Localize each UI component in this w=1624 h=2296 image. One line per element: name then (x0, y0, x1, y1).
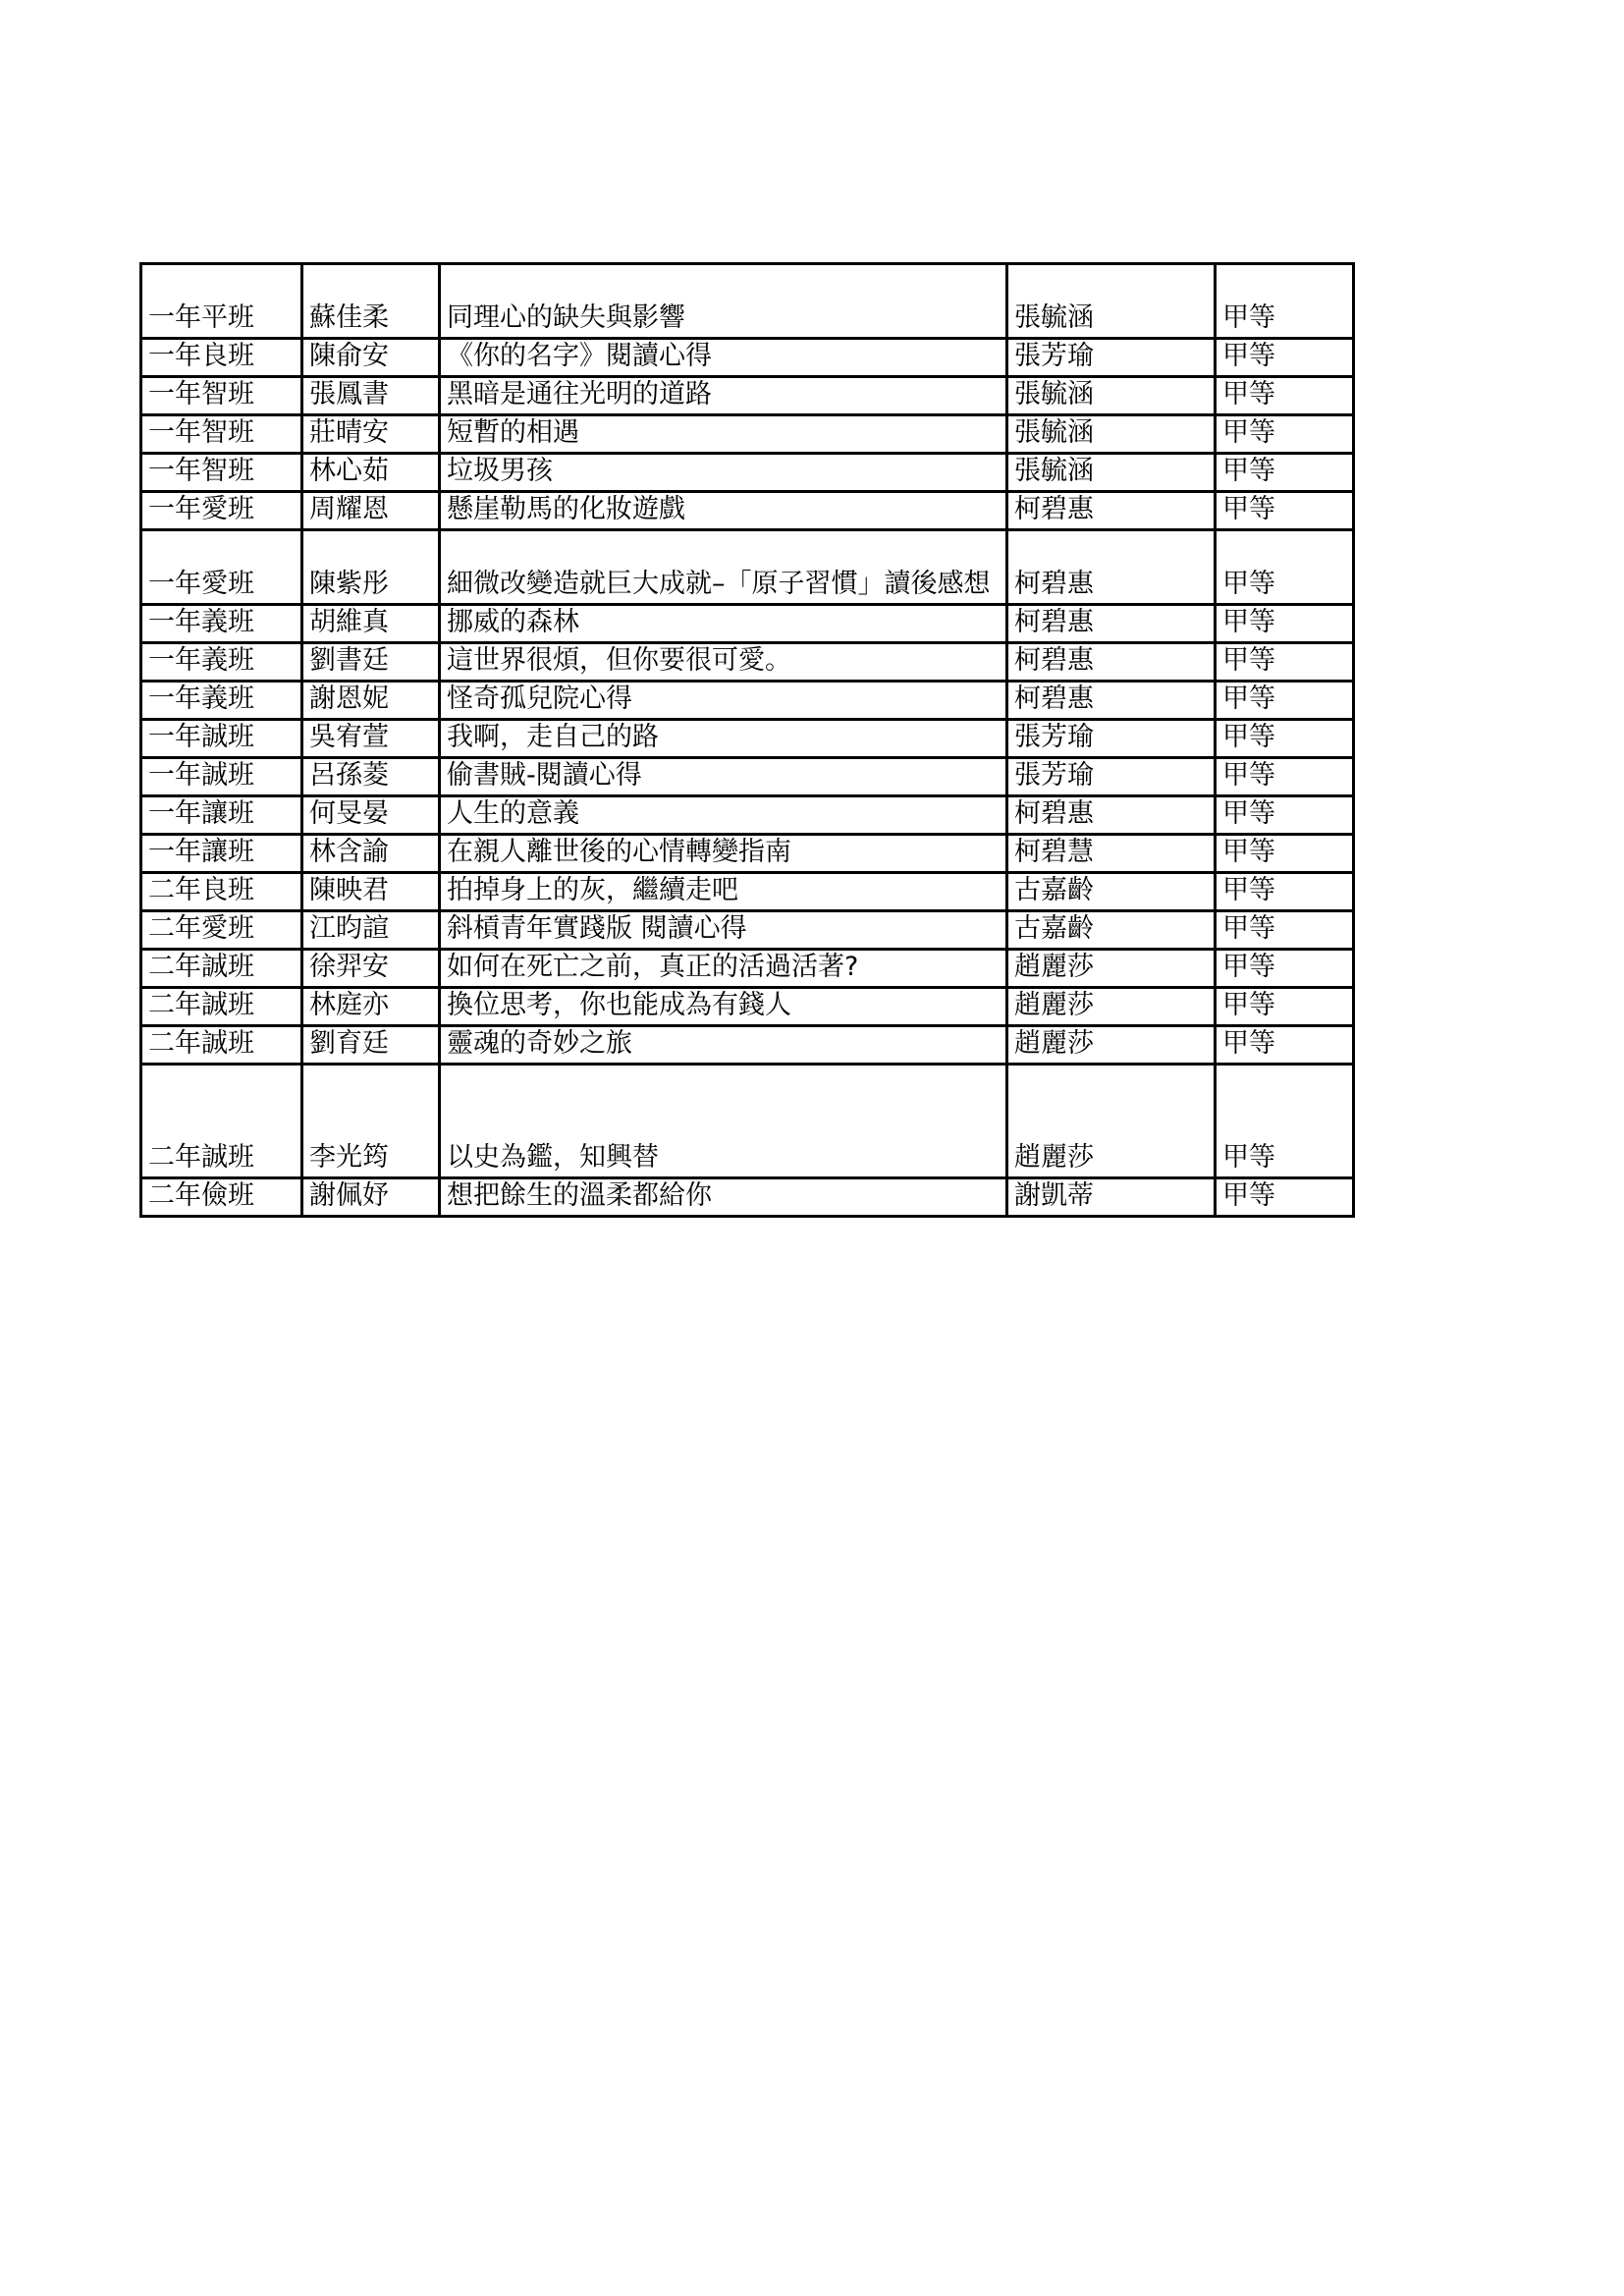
essay-title-cell: 斜槓青年實踐版 閱讀心得 (440, 911, 1007, 950)
grade-cell: 甲等 (1216, 835, 1354, 873)
teacher-cell: 張毓涵 (1007, 264, 1216, 339)
grade-cell: 甲等 (1216, 911, 1354, 950)
teacher-cell: 張芳瑜 (1007, 339, 1216, 377)
essay-title-cell: 挪威的森林 (440, 605, 1007, 643)
student-name-cell: 林庭亦 (302, 988, 440, 1026)
essay-title-cell: 靈魂的奇妙之旅 (440, 1026, 1007, 1065)
teacher-cell: 張芳瑜 (1007, 720, 1216, 758)
class-cell: 二年誠班 (141, 1065, 302, 1178)
essay-title-cell: 我啊，走自己的路 (440, 720, 1007, 758)
teacher-cell: 古嘉齡 (1007, 911, 1216, 950)
student-name-cell: 呂孫菱 (302, 758, 440, 796)
student-name-cell: 胡維真 (302, 605, 440, 643)
teacher-cell: 柯碧惠 (1007, 492, 1216, 530)
student-name-cell: 林含諭 (302, 835, 440, 873)
essay-title-cell: 黑暗是通往光明的道路 (440, 377, 1007, 415)
essay-title-cell: 換位思考，你也能成為有錢人 (440, 988, 1007, 1026)
class-cell: 一年良班 (141, 339, 302, 377)
grade-cell: 甲等 (1216, 796, 1354, 835)
class-cell: 二年誠班 (141, 988, 302, 1026)
student-name-cell: 謝恩妮 (302, 682, 440, 720)
essay-title-cell: 想把餘生的溫柔都給你 (440, 1178, 1007, 1217)
table-row (141, 605, 1354, 643)
table-row (141, 758, 1354, 796)
table-row (141, 1178, 1354, 1217)
teacher-cell: 趙麗莎 (1007, 950, 1216, 988)
essay-title-cell: 懸崖勒馬的化妝遊戲 (440, 492, 1007, 530)
teacher-cell: 張毓涵 (1007, 454, 1216, 492)
grade-cell: 甲等 (1216, 873, 1354, 911)
class-cell: 二年良班 (141, 873, 302, 911)
class-cell: 一年義班 (141, 643, 302, 682)
essay-title-cell: 人生的意義 (440, 796, 1007, 835)
class-cell: 一年平班 (141, 264, 302, 339)
table-row (141, 339, 1354, 377)
student-name-cell: 蘇佳柔 (302, 264, 440, 339)
table-row (141, 911, 1354, 950)
grade-cell: 甲等 (1216, 264, 1354, 339)
table-row (141, 492, 1354, 530)
grade-cell: 甲等 (1216, 950, 1354, 988)
table-row (141, 720, 1354, 758)
class-cell: 二年誠班 (141, 1026, 302, 1065)
class-cell: 二年愛班 (141, 911, 302, 950)
table-row (141, 643, 1354, 682)
table-row (141, 988, 1354, 1026)
grade-cell: 甲等 (1216, 720, 1354, 758)
essay-title-cell: 拍掉身上的灰，繼續走吧 (440, 873, 1007, 911)
teacher-cell: 柯碧慧 (1007, 835, 1216, 873)
teacher-cell: 古嘉齡 (1007, 873, 1216, 911)
class-cell: 一年智班 (141, 377, 302, 415)
essay-title-cell: 以史為鑑，知興替 (440, 1065, 1007, 1178)
essay-title-cell: 垃圾男孩 (440, 454, 1007, 492)
essay-title-cell: 怪奇孤兒院心得 (440, 682, 1007, 720)
teacher-cell: 張芳瑜 (1007, 758, 1216, 796)
grade-cell: 甲等 (1216, 758, 1354, 796)
table-row (141, 264, 1354, 339)
student-name-cell: 莊晴安 (302, 415, 440, 454)
table-row (141, 454, 1354, 492)
table-row (141, 950, 1354, 988)
teacher-cell: 趙麗莎 (1007, 1065, 1216, 1178)
class-cell: 一年誠班 (141, 758, 302, 796)
grade-cell: 甲等 (1216, 1065, 1354, 1178)
grade-cell: 甲等 (1216, 454, 1354, 492)
class-cell: 一年智班 (141, 415, 302, 454)
teacher-cell: 柯碧惠 (1007, 530, 1216, 605)
teacher-cell: 謝凱蒂 (1007, 1178, 1216, 1217)
student-name-cell: 徐羿安 (302, 950, 440, 988)
student-name-cell: 陳俞安 (302, 339, 440, 377)
essay-title-cell: 短暫的相遇 (440, 415, 1007, 454)
essay-title-cell: 《你的名字》閱讀心得 (440, 339, 1007, 377)
grade-cell: 甲等 (1216, 530, 1354, 605)
grade-cell: 甲等 (1216, 415, 1354, 454)
class-cell: 一年愛班 (141, 492, 302, 530)
student-name-cell: 周耀恩 (302, 492, 440, 530)
table-row (141, 682, 1354, 720)
essay-title-cell: 同理心的缺失與影響 (440, 264, 1007, 339)
table-row (141, 1065, 1354, 1178)
grade-cell: 甲等 (1216, 492, 1354, 530)
teacher-cell: 柯碧惠 (1007, 796, 1216, 835)
teacher-cell: 趙麗莎 (1007, 988, 1216, 1026)
table-row (141, 1026, 1354, 1065)
grade-cell: 甲等 (1216, 605, 1354, 643)
table-row (141, 873, 1354, 911)
class-cell: 一年義班 (141, 682, 302, 720)
essay-title-cell: 偷書賊-閱讀心得 (440, 758, 1007, 796)
teacher-cell: 張毓涵 (1007, 377, 1216, 415)
grade-cell: 甲等 (1216, 988, 1354, 1026)
grade-cell: 甲等 (1216, 377, 1354, 415)
student-name-cell: 吳宥萱 (302, 720, 440, 758)
table-row (141, 835, 1354, 873)
teacher-cell: 張毓涵 (1007, 415, 1216, 454)
essay-title-cell: 細微改變造就巨大成就–「原子習慣」讀後感想 (440, 530, 1007, 605)
teacher-cell: 柯碧惠 (1007, 682, 1216, 720)
table-row (141, 415, 1354, 454)
grade-cell: 甲等 (1216, 339, 1354, 377)
table-row (141, 796, 1354, 835)
teacher-cell: 柯碧惠 (1007, 605, 1216, 643)
grade-cell: 甲等 (1216, 1026, 1354, 1065)
grade-cell: 甲等 (1216, 643, 1354, 682)
class-cell: 二年誠班 (141, 950, 302, 988)
class-cell: 二年儉班 (141, 1178, 302, 1217)
grade-cell: 甲等 (1216, 1178, 1354, 1217)
student-name-cell: 李光筠 (302, 1065, 440, 1178)
student-name-cell: 陳紫彤 (302, 530, 440, 605)
student-name-cell: 張鳳書 (302, 377, 440, 415)
student-name-cell: 謝佩妤 (302, 1178, 440, 1217)
teacher-cell: 柯碧惠 (1007, 643, 1216, 682)
student-name-cell: 林心茹 (302, 454, 440, 492)
table-row (141, 377, 1354, 415)
student-name-cell: 陳映君 (302, 873, 440, 911)
student-name-cell: 劉書廷 (302, 643, 440, 682)
awards-table (139, 262, 1355, 1218)
table-row (141, 530, 1354, 605)
grade-cell: 甲等 (1216, 682, 1354, 720)
essay-title-cell: 這世界很煩，但你要很可愛。 (440, 643, 1007, 682)
essay-title-cell: 在親人離世後的心情轉變指南 (440, 835, 1007, 873)
class-cell: 一年讓班 (141, 835, 302, 873)
essay-title-cell: 如何在死亡之前，真正的活過活著? (440, 950, 1007, 988)
student-name-cell: 何旻晏 (302, 796, 440, 835)
class-cell: 一年愛班 (141, 530, 302, 605)
class-cell: 一年誠班 (141, 720, 302, 758)
class-cell: 一年讓班 (141, 796, 302, 835)
student-name-cell: 劉育廷 (302, 1026, 440, 1065)
student-name-cell: 江昀諠 (302, 911, 440, 950)
class-cell: 一年智班 (141, 454, 302, 492)
teacher-cell: 趙麗莎 (1007, 1026, 1216, 1065)
class-cell: 一年義班 (141, 605, 302, 643)
